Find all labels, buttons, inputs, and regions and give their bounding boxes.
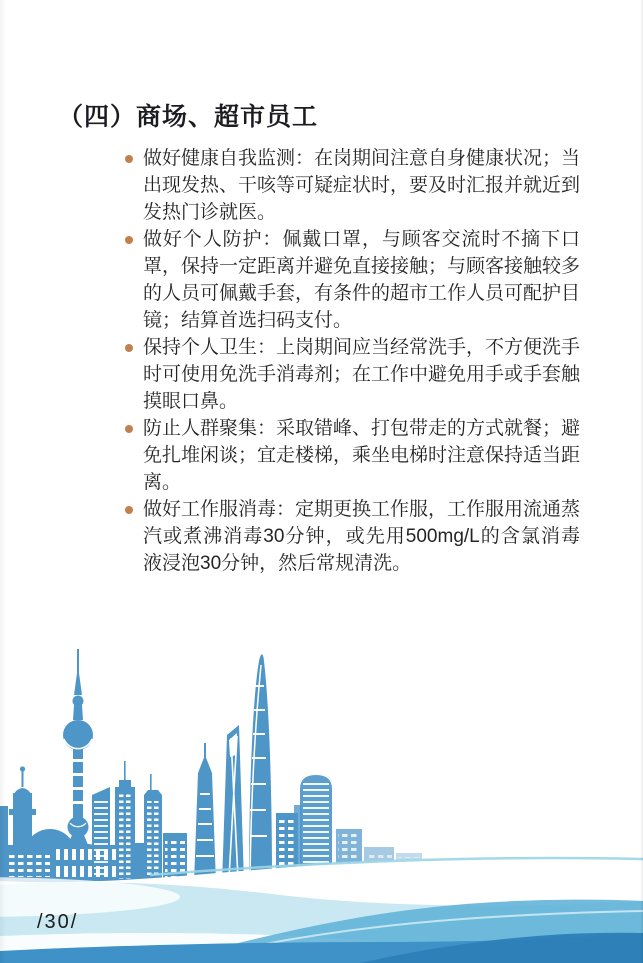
bullet-dot-icon bbox=[125, 506, 133, 514]
bullet-text: 防止人群聚集：采取错峰、打包带走的方式就餐；避免扎堆闲谈；宜走楼梯，乘坐电梯时注意保持适当距离。 bbox=[143, 418, 581, 493]
list-item bbox=[58, 226, 643, 334]
page-number: /30/ bbox=[37, 911, 79, 933]
bullet-dot-icon bbox=[125, 155, 133, 163]
list-item bbox=[58, 145, 643, 226]
bullet-text: 做好个人防护：佩戴口罩，与顾客交流时不摘下口罩，保持一定距离并避免直接接触；与顾客接触较多的人员可佩戴手套，有条件的超市工作人员可配护目镜；结算首选扫码支付。 bbox=[143, 229, 581, 331]
bullet-text: 做好健康自我监测：在岗期间注意自身健康状况；当出现发热、干咳等可疑症状时，要及时汇报并就近到发热门诊就医。 bbox=[143, 148, 581, 223]
list-item bbox=[58, 334, 643, 415]
wave-decoration-icon bbox=[0, 845, 643, 963]
bullet-dot-icon bbox=[125, 425, 133, 433]
bullet-text: 保持个人卫生：上岗期间应当经常洗手，不方便洗手时可使用免洗手消毒剂；在工作中避免用手或手套触摸眼口鼻。 bbox=[143, 337, 581, 412]
list-item bbox=[58, 415, 643, 496]
bullet-dot-icon bbox=[125, 236, 133, 244]
list-item bbox=[58, 496, 643, 577]
bullet-list bbox=[58, 145, 643, 577]
page-title: （四）商场、超市员工 bbox=[58, 103, 319, 131]
bullet-dot-icon bbox=[125, 344, 133, 352]
bullet-text: 做好工作服消毒：定期更换工作服，工作服用流通蒸汽或煮沸消毒30分钟，或先用500mg/L的含氯消毒液浸泡30分钟，然后常规清洗。 bbox=[143, 499, 581, 574]
